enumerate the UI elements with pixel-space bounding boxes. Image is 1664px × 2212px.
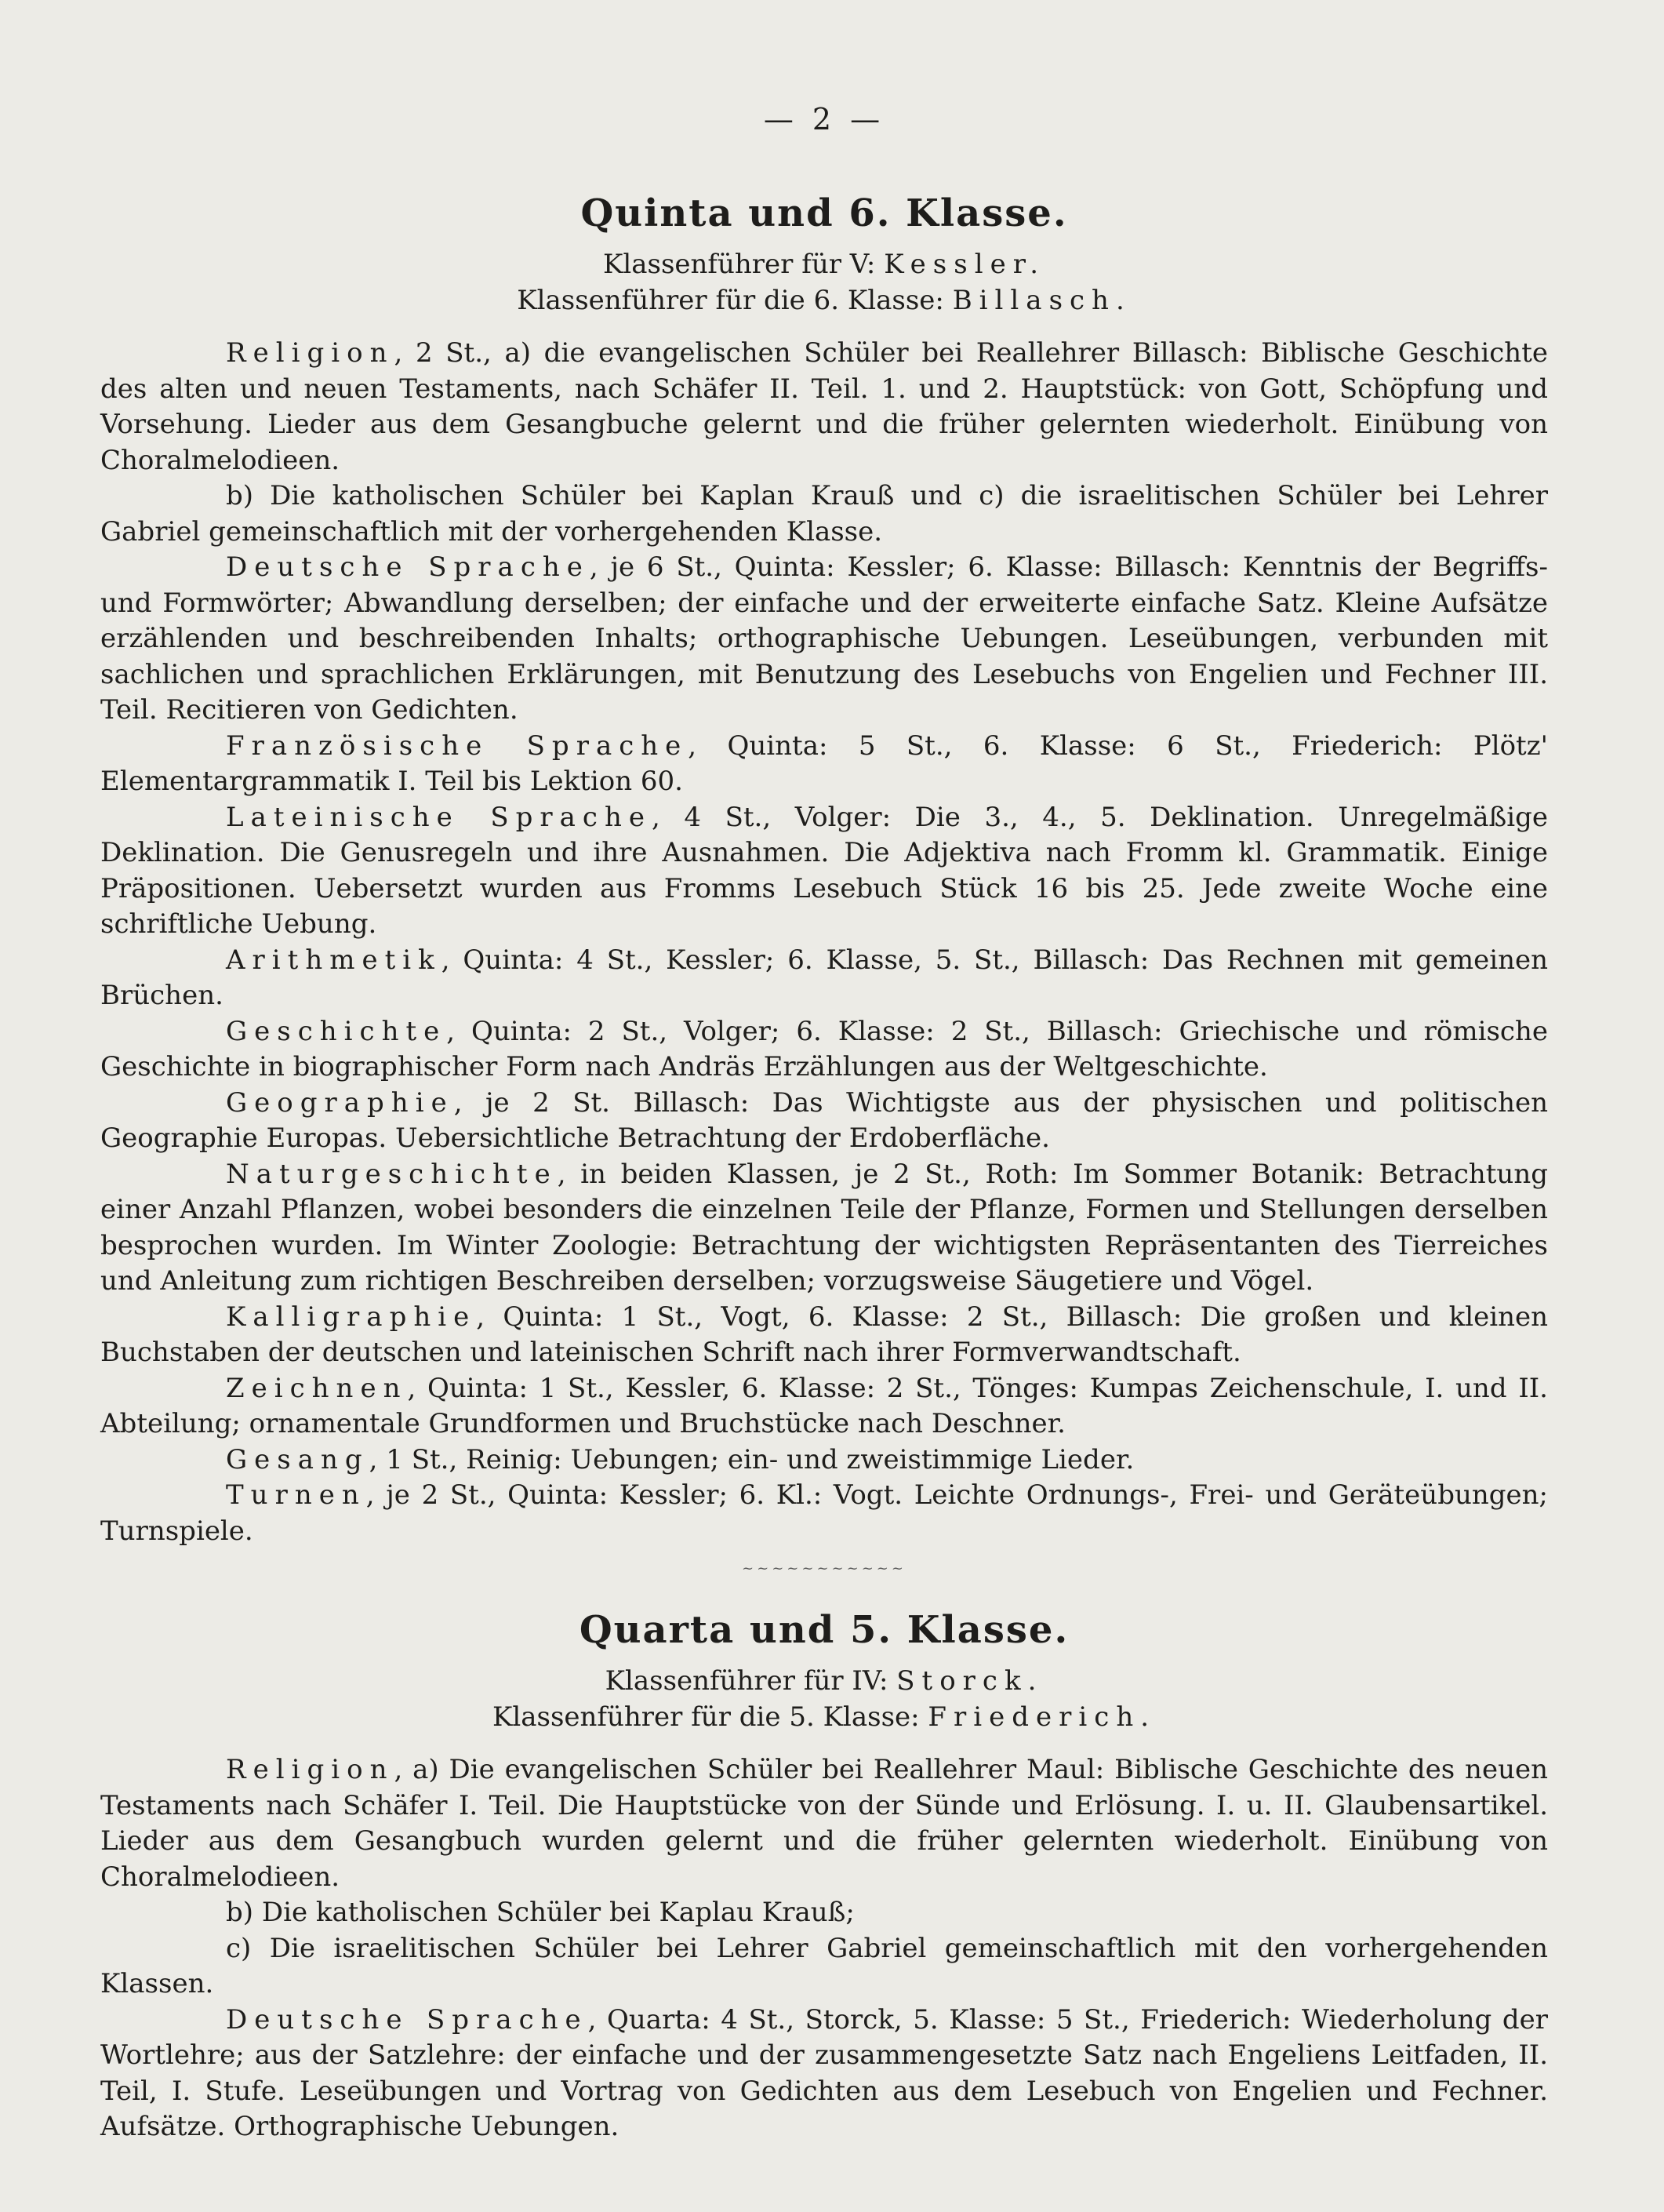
paragraph-text: , a) Die evangelischen Schüler bei Reallehrer Maul: Biblische Geschichte des neuen Testaments nach Schäfer I. Teil. Die Hauptstücke von der Sünde und Erlösung. I. u. II. Glaubensartikel. Lieder aus dem Gesangbuch wurden gelernt und die früher gelernten wiederholt. Einübung von Choralmelodieen.	[100, 1754, 1548, 1893]
subject-name: Zeichnen	[226, 1372, 408, 1404]
class-leader-line	[100, 282, 1548, 318]
paragraph-text: , in beiden Klassen, je 2 St., Roth: Im Sommer Botanik: Betrachtung einer Anzahl Pflanzen, wobei besonders die einzelnen Teile der Pflanze, Formen und Stellungen derselben besprochen wurden. Im Winter Zoologie: Betrachtung der wichtigsten Repräsentanten des Tierreiches und Anleitung zum richtigen Beschreiben derselben; vorzugsweise Säugetiere und Vögel.	[100, 1158, 1548, 1297]
leader-name: Friederich.	[928, 1701, 1157, 1733]
class-leader-line	[100, 1699, 1548, 1735]
subject-name: Arithmetik	[226, 944, 441, 976]
subject-name: Naturgeschichte	[226, 1158, 558, 1190]
subject-name: Lateinische Sprache	[226, 801, 652, 833]
paragraph-text: , Quinta: 5 St., 6. Klasse: 6 St., Friederich: Plötz' Elementargrammatik I. Teil bis Lektion 60.	[100, 729, 1548, 797]
subject-name: Gesang	[226, 1443, 369, 1475]
paragraph-text: c) Die israelitischen Schüler bei Lehrer Gabriel gemeinschaftlich mit den vorhergehenden Klassen.	[100, 1932, 1548, 1999]
section-body	[100, 336, 1548, 1549]
subject-paragraph	[100, 943, 1548, 1014]
paragraph-text: , 1 St., Reinig: Uebungen; ein- und zweistimmige Lieder.	[369, 1443, 1135, 1475]
leader-name: Billasch.	[952, 285, 1132, 316]
leader-label: Klassenführer für V:	[602, 249, 876, 280]
subject-paragraph	[100, 1443, 1548, 1479]
paragraph-text: , Quarta: 4 St., Storck, 5. Klasse: 5 St., Friederich: Wiederholung der Wortlehre; aus der Satzlehre: der einfache und der zusammengesetzte Satz nach Engeliens Leitfaden, II. Teil, I. Stufe. Leseübungen und Vortrag von Gedichten aus dem Lesebuch von Engelien und Fechner. Aufsätze. Orthographische Uebungen.	[100, 2003, 1548, 2142]
subject-name: Geschichte	[226, 1015, 447, 1047]
subject-name: Turnen	[226, 1479, 366, 1511]
paragraph-text: , Quinta: 1 St., Vogt, 6. Klasse: 2 St., Billasch: Die großen und kleinen Buchstaben der deutschen und lateinischen Schrift nach ihrer Formverwandtschaft.	[100, 1301, 1548, 1368]
paragraph-text: , Quinta: 1 St., Kessler, 6. Klasse: 2 St., Tönges: Kumpas Zeichenschule, I. und II. Abteilung; ornamentale Grundformen und Bruchstücke nach Deschner.	[100, 1372, 1548, 1439]
leader-label: Klassenführer für die 6. Klasse:	[517, 285, 944, 316]
leader-label: Klassenführer für die 5. Klasse:	[492, 1701, 920, 1733]
paragraph-text: , 4 St., Volger: Die 3., 4., 5. Deklination. Unregelmäßige Deklination. Die Genusregeln und ihre Ausnahmen. Die Adjektiva nach Fromm kl. Grammatik. Einige Präpositionen. Uebersetzt wurden aus Fromms Lesebuch Stück 16 bis 25. Jede zweite Woche eine schriftliche Uebung.	[100, 801, 1548, 940]
paragraph-text: b) Die katholischen Schüler bei Kaplan Krauß und c) die israelitischen Schüler bei Lehrer Gabriel gemeinschaftlich mit der vorhergehenden Klasse.	[100, 480, 1548, 548]
subject-paragraph	[100, 1371, 1548, 1443]
section-divider: ~~~~~~~~~~~	[742, 1560, 906, 1577]
paragraph-text: b) Die katholischen Schüler bei Kaplau Krauß;	[226, 1897, 855, 1928]
subject-paragraph	[100, 550, 1548, 729]
subject-paragraph	[100, 1478, 1548, 1549]
subject-paragraph	[100, 478, 1548, 550]
subject-paragraph	[100, 1752, 1548, 1895]
paragraph-text: , Quinta: 4 St., Kessler; 6. Klasse, 5. St., Billasch: Das Rechnen mit gemeinen Brüchen.	[100, 944, 1548, 1011]
paragraph-text: , 2 St., a) die evangelischen Schüler bei Reallehrer Billasch: Biblische Geschichte des alten und neuen Testaments, nach Schäfer II. Teil. 1. und 2. Hauptstück: von Gott, Schöpfung und Vorsehung. Lieder aus dem Gesangbuche gelernt und die früher gelernten wiederholt. Einübung von Choralmelodieen.	[100, 337, 1548, 476]
page-number: — 2 —	[763, 102, 885, 136]
subject-paragraph	[100, 1157, 1548, 1300]
paragraph-text: , Quinta: 2 St., Volger; 6. Klasse: 2 St., Billasch: Griechische und römische Geschichte in biographischer Form nach Andräs Erzählungen aus der Weltgeschichte.	[100, 1015, 1548, 1082]
subject-paragraph	[100, 1895, 1548, 1931]
leader-name: Kessler.	[884, 249, 1046, 280]
paragraph-text: , je 2 St., Quinta: Kessler; 6. Kl.: Vogt. Leichte Ordnungs-, Frei- und Geräteübungen; Turnspiele.	[100, 1479, 1548, 1547]
leader-name: Storck.	[896, 1665, 1044, 1697]
section-title: Quinta und 6. Klasse.	[580, 191, 1068, 235]
subject-name: Kalligraphie	[226, 1301, 477, 1333]
section-title: Quarta und 5. Klasse.	[579, 1608, 1070, 1652]
class-leader-line	[100, 1663, 1548, 1699]
subject-name: Religion	[226, 1754, 394, 1785]
subject-paragraph	[100, 800, 1548, 943]
section-body	[100, 1752, 1548, 2145]
subject-name: Französische Sprache	[226, 729, 688, 762]
subject-paragraph	[100, 1300, 1548, 1371]
subject-paragraph	[100, 2003, 1548, 2145]
subject-name: Deutsche Sprache	[226, 551, 590, 583]
leader-label: Klassenführer für IV:	[605, 1665, 888, 1697]
subject-name: Geographie	[226, 1086, 454, 1119]
subject-paragraph	[100, 336, 1548, 478]
subject-paragraph	[100, 729, 1548, 800]
subject-paragraph	[100, 1931, 1548, 2003]
subject-name: Deutsche Sprache	[226, 2003, 588, 2036]
subject-paragraph	[100, 1086, 1548, 1157]
paragraph-text: , je 2 St. Billasch: Das Wichtigste aus der physischen und politischen Geographie Europas. Uebersichtliche Betrachtung der Erdoberfläche.	[100, 1086, 1548, 1154]
class-leader-line	[100, 246, 1548, 282]
paragraph-text: , je 6 St., Quinta: Kessler; 6. Klasse: Billasch: Kenntnis der Begriffs- und Formwörter; Abwandlung derselben; der einfache und der erweiterte einfache Satz. Kleine Aufsätze erzählenden und beschreibenden Inhalts; orthographische Uebungen. Leseübungen, verbunden mit sachlichen und sprachlichen Erklärungen, mit Benutzung des Lesebuchs von Engelien und Fechner III. Teil. Recitieren von Gedichten.	[100, 551, 1548, 726]
subject-paragraph	[100, 1014, 1548, 1086]
subject-name: Religion	[226, 337, 394, 369]
